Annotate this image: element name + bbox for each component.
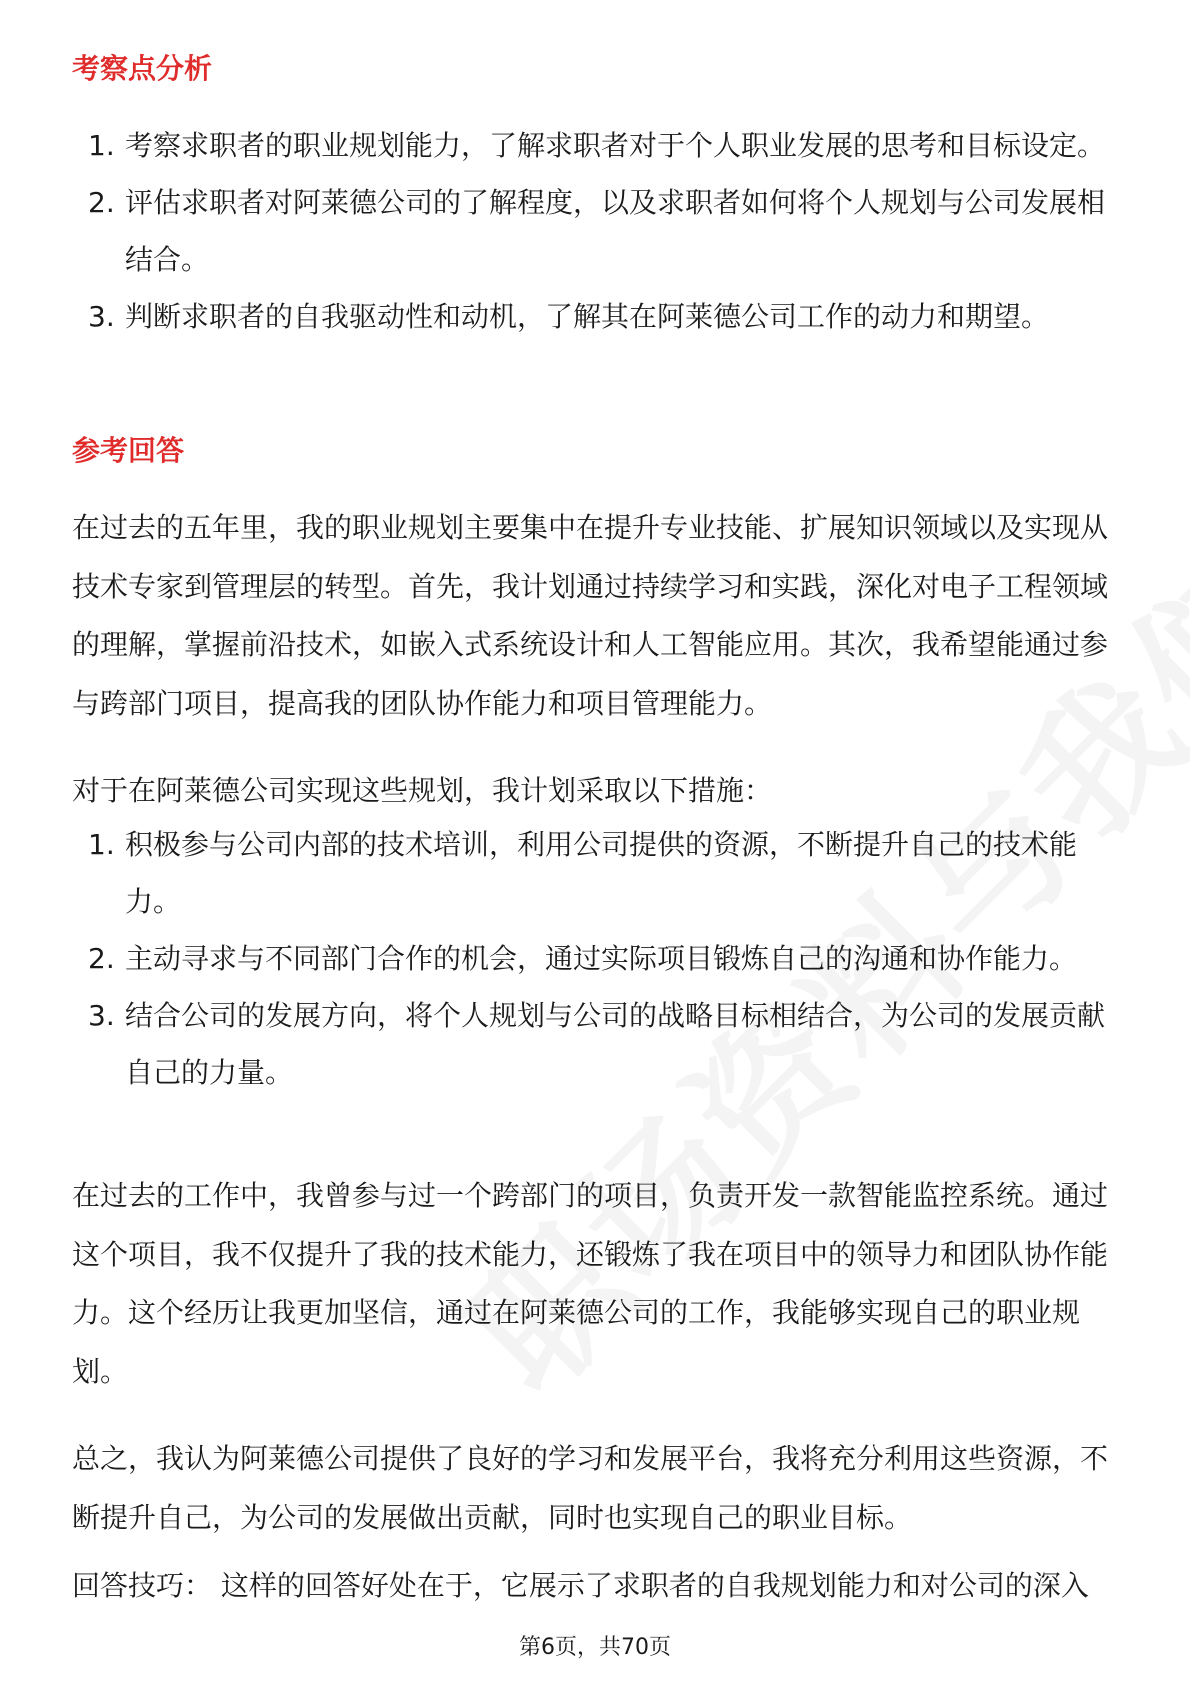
list-item-number: 3. <box>88 300 115 333</box>
list-item-text: 主动寻求与不同部门合作的机会，通过实际项目锻炼自己的沟通和协作能力。 <box>125 942 1078 975</box>
list-item-text: 考察求职者的职业规划能力，了解求职者对于个人职业发展的思考和目标设定。 <box>125 129 1106 162</box>
measures-list <box>72 816 1122 1101</box>
list-item-number: 1. <box>88 129 115 162</box>
list-item-number: 1. <box>88 828 115 861</box>
answer-paragraph: 在过去的五年里，我的职业规划主要集中在提升专业技能、扩展知识领域以及实现从技术专家到管理层的转型。首先，我计划通过持续学习和实践，深化对电子工程领域的理解，掌握前沿技术，如嵌入式系统设计和人工智能应用。其次，我希望能通过参与跨部门项目，提高我的团队协作能力和项目管理能力。 <box>72 511 1109 720</box>
answer-heading: 参考回答 <box>72 434 185 467</box>
list-item <box>72 930 1122 987</box>
list-item-number: 2. <box>88 186 115 219</box>
list-item <box>72 117 1122 174</box>
list-item-text: 结合公司的发展方向，将个人规划与公司的战略目标相结合，为公司的发展贡献自己的力量。 <box>125 999 1106 1089</box>
analysis-list <box>72 117 1122 345</box>
list-item <box>72 987 1122 1101</box>
page-number: 第6页，共70页 <box>519 1635 671 1660</box>
list-item-text: 积极参与公司内部的技术培训，利用公司提供的资源，不断提升自己的技术能力。 <box>125 828 1078 918</box>
answer-paragraph: 总之，我认为阿莱德公司提供了良好的学习和发展平台，我将充分利用这些资源，不断提升自己，为公司的发展做出贡献，同时也实现自己的职业目标。 <box>72 1442 1109 1534</box>
answer-paragraph: 对于在阿莱德公司实现这些规划，我计划采取以下措施： <box>72 774 773 807</box>
list-item-text: 评估求职者对阿莱德公司的了解程度，以及求职者如何将个人规划与公司发展相结合。 <box>125 186 1106 276</box>
answer-paragraph: 在过去的工作中，我曾参与过一个跨部门的项目，负责开发一款智能监控系统。通过这个项目，我不仅提升了我的技术能力，还锻炼了我在项目中的领导力和团队协作能力。这个经历让我更加坚信，通过在阿莱德公司的工作，我能够实现自己的职业规划。 <box>72 1179 1109 1388</box>
tip-paragraph: 回答技巧： 这样的回答好处在于，它展示了求职者的自我规划能力和对公司的深入 <box>72 1569 1089 1602</box>
list-item <box>72 816 1122 930</box>
list-item <box>72 288 1122 345</box>
analysis-heading: 考察点分析 <box>72 52 213 85</box>
list-item-number: 2. <box>88 942 115 975</box>
list-item <box>72 174 1122 288</box>
list-item-text: 判断求职者的自我驱动性和动机，了解其在阿莱德公司工作的动力和期望。 <box>125 300 1050 333</box>
list-item-number: 3. <box>88 999 115 1032</box>
